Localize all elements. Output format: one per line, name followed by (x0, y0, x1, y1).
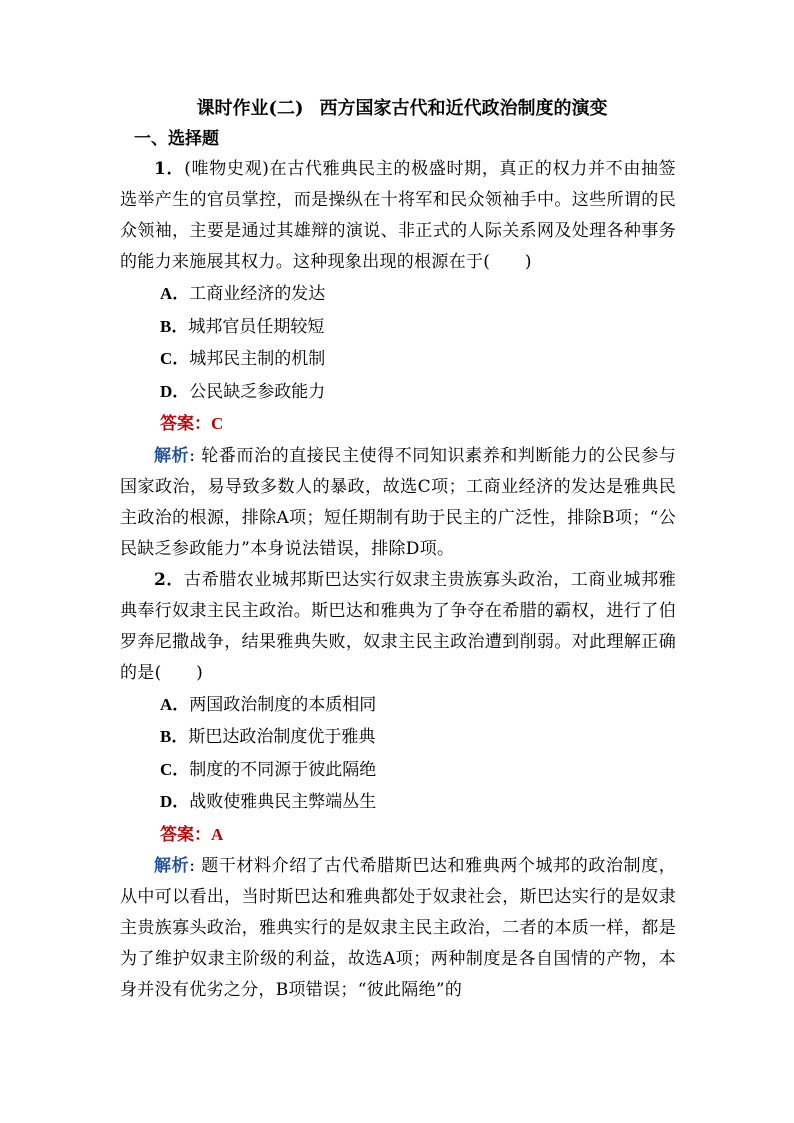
option-text: 制度的不同源于彼此隔绝 (189, 759, 377, 780)
answer-value: C (211, 414, 224, 433)
option-text: 战败使雅典民主弊端丛生 (189, 792, 377, 812)
question-2-text: 古希腊农业城邦斯巴达实行奴隶主贵族寡头政治，工商业城邦雅典奉行奴隶主民主政治。斯巴达和雅典为了争夺在希腊的霸权，进行了伯罗奔尼撒战争，结果雅典失败，奴隶主民主政治遭到削弱。对此理解正确的是( ) (120, 569, 676, 683)
option-letter: B． (160, 316, 189, 336)
option-letter: A． (160, 694, 190, 714)
question-1-option-a (160, 278, 676, 311)
question-1-text: (唯物史观)在古代雅典民主的极盛时期，真正的权力并不由抽签选举产生的官员掌控，而是操纵在十将军和民众领袖手中。这些所谓的民众领袖，主要是通过其雄辩的演说、非正式的人际关系网及处理各种事务的能力来施展其权力。这种现象出现的根源在于( ) (120, 159, 676, 272)
question-1-option-d (160, 376, 676, 409)
question-1-number: 1． (154, 159, 185, 179)
question-1-option-b (160, 311, 676, 344)
option-text: 工商业经济的发达 (189, 284, 326, 304)
option-text: 城邦官员任期较短 (188, 316, 325, 337)
question-2-number: 2． (154, 569, 184, 590)
title-part1: 课时作业(二) (196, 98, 304, 119)
question-2-option-a (160, 689, 676, 722)
answer-label: 答案： (160, 414, 211, 434)
question-2-option-c (160, 754, 676, 787)
question-1-answer (160, 408, 676, 441)
option-letter: A． (160, 284, 190, 303)
option-letter: C． (160, 349, 190, 368)
question-2-stem (120, 565, 676, 689)
analysis-label: 解析 (154, 445, 190, 466)
option-letter: B． (160, 727, 189, 746)
question-2-option-b (160, 721, 676, 754)
question-2-answer (160, 819, 676, 852)
question-2-option-d (160, 786, 676, 819)
answer-label: 答案： (160, 824, 211, 845)
question-1-stem (120, 154, 676, 278)
section-heading: 一、选择题 (134, 129, 219, 149)
question-2-analysis (120, 851, 676, 1006)
analysis-text: : 轮番而治的直接民主使得不同知识素养和判断能力的公民参与国家政治，易导致多数人的暴政，故选C项；工商业经济的发达是雅典民主政治的根源，排除A项；短任期制有助于民主的广泛性，排除B项；“公民缺乏参政能力”本身说法错误，排除D项。 (120, 445, 676, 559)
analysis-text: : 题干材料介绍了古代希腊斯巴达和雅典两个城邦的政治制度，从中可以看出，当时斯巴达和雅典都处于奴隶社会，斯巴达实行的是奴隶主贵族寡头政治，雅典实行的是奴隶主民主政治，二者的本质一样，都是为了维护奴隶主阶级的利益，故选A项；两种制度是各自国情的产物，本身并没有优劣之分，B项错误；“彼此隔绝”的 (120, 856, 676, 1000)
page-title (128, 94, 676, 124)
question-1-option-c (160, 343, 676, 376)
answer-value: A (211, 824, 224, 844)
option-text: 公民缺乏参政能力 (189, 381, 326, 402)
option-text: 两国政治制度的本质相同 (189, 694, 377, 715)
question-1-analysis (120, 441, 676, 565)
option-letter: D． (160, 381, 190, 401)
option-letter: C． (160, 759, 190, 779)
analysis-label: 解析 (154, 856, 190, 876)
option-letter: D． (160, 792, 190, 811)
option-text: 城邦民主制的机制 (189, 349, 326, 369)
option-text: 斯巴达政治制度优于雅典 (188, 727, 376, 747)
document-content (120, 94, 676, 1006)
title-part2: 西方国家古代和近代政治制度的演变 (319, 98, 608, 119)
